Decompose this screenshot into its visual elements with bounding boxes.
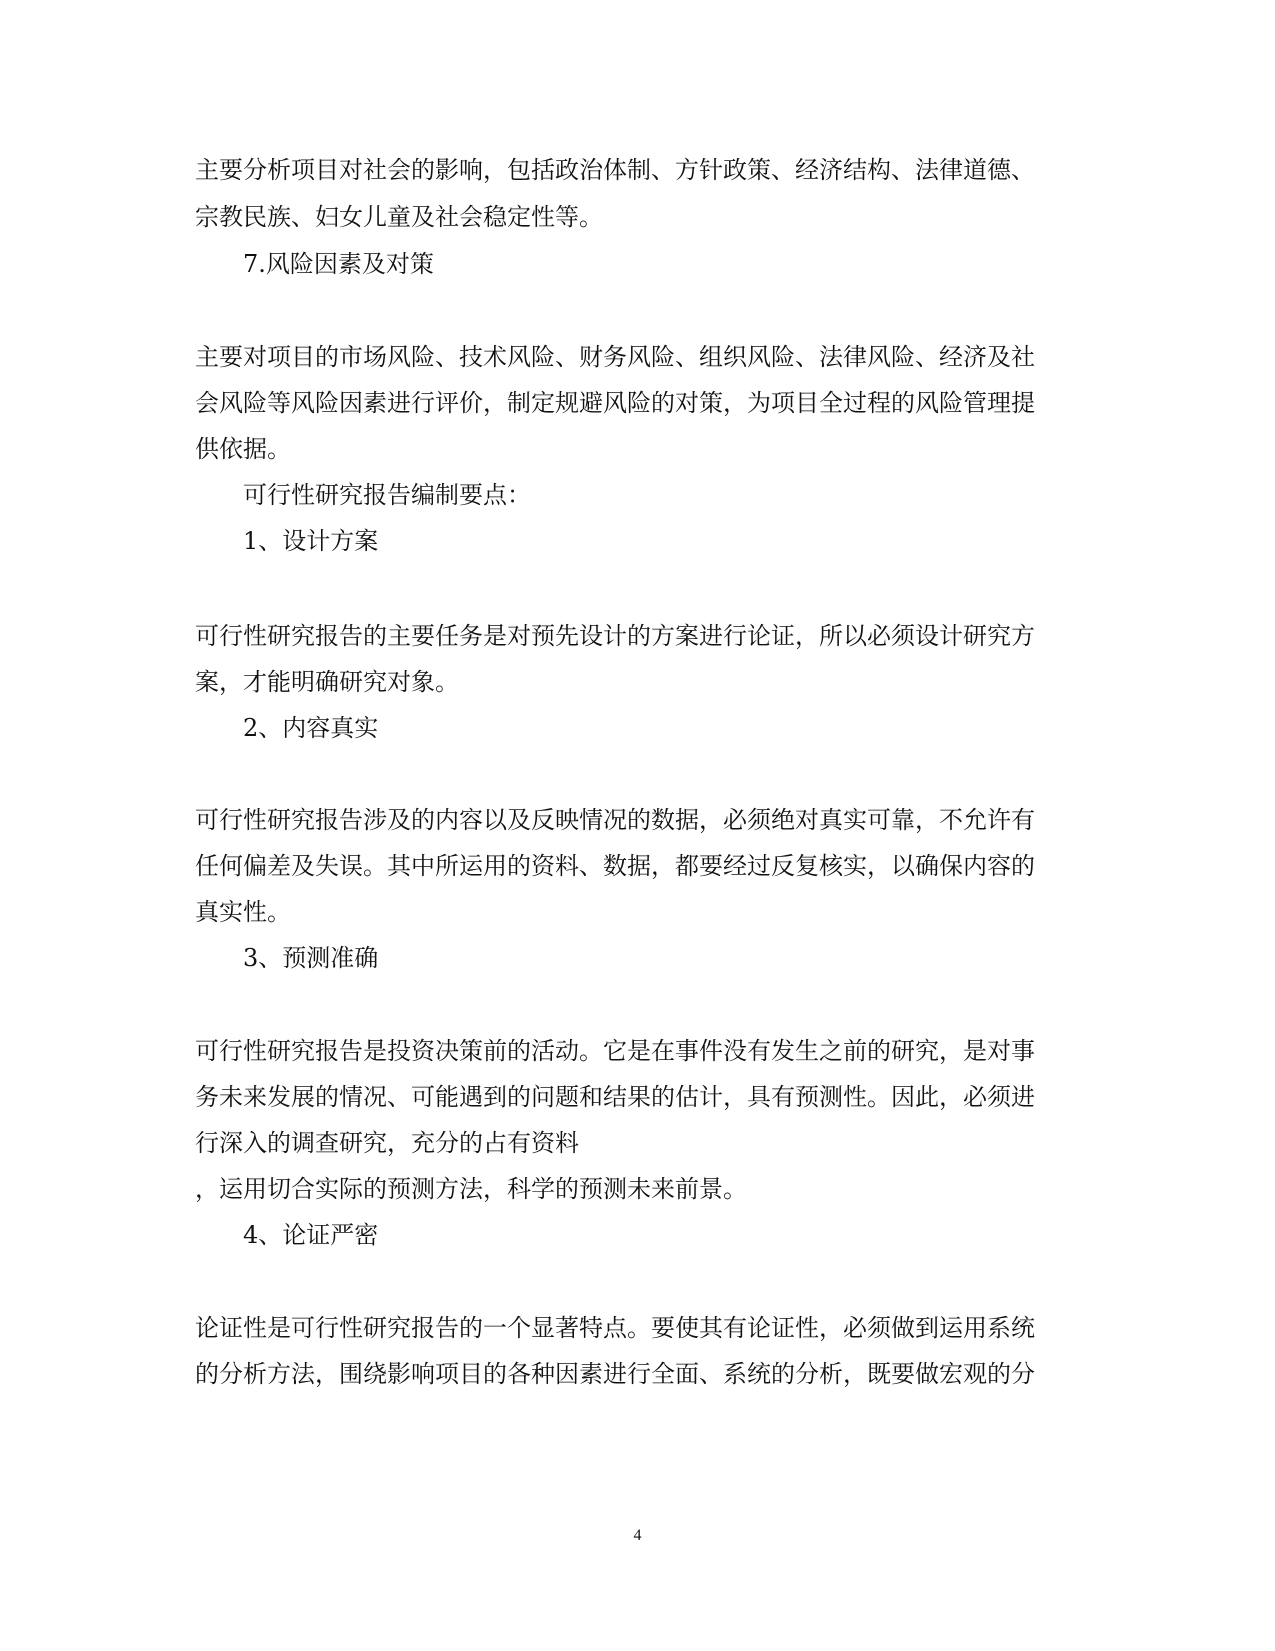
page-number: 4 [633, 1527, 642, 1544]
paragraph-line: 会风险等风险因素进行评价，制定规避风险的对策，为项目全过程的风险管理提 [195, 389, 1035, 417]
section-heading: 3、预测准确 [243, 944, 379, 972]
paragraph-line: 可行性研究报告的主要任务是对预先设计的方案进行论证，所以必须设计研究方 [195, 622, 1035, 650]
section-heading: 可行性研究报告编制要点： [243, 481, 531, 509]
paragraph-line: 论证性是可行性研究报告的一个显著特点。要使其有论证性，必须做到运用系统 [195, 1314, 1035, 1342]
paragraph-line: 宗教民族、妇女儿童及社会稳定性等。 [195, 203, 603, 231]
paragraph-line: 真实性。 [195, 898, 291, 926]
paragraph-line: ，运用切合实际的预测方法，科学的预测未来前景。 [195, 1175, 747, 1203]
paragraph-line: 案，才能明确研究对象。 [195, 668, 459, 696]
paragraph-line: 主要对项目的市场风险、技术风险、财务风险、组织风险、法律风险、经济及社 [195, 343, 1035, 371]
paragraph-line: 的分析方法，围绕影响项目的各种因素进行全面、系统的分析，既要做宏观的分 [195, 1360, 1035, 1388]
section-heading: 2、内容真实 [243, 714, 379, 742]
paragraph-line: 务未来发展的情况、可能遇到的问题和结果的估计，具有预测性。因此，必须进 [195, 1083, 1035, 1111]
paragraph-line: 主要分析项目对社会的影响，包括政治体制、方针政策、经济结构、法律道德、 [195, 156, 1035, 184]
paragraph-line: 供依据。 [195, 435, 291, 463]
section-heading: 1、设计方案 [243, 527, 379, 555]
paragraph-line: 可行性研究报告涉及的内容以及反映情况的数据，必须绝对真实可靠，不允许有 [195, 806, 1035, 834]
paragraph-line: 可行性研究报告是投资决策前的活动。它是在事件没有发生之前的研究，是对事 [195, 1037, 1035, 1065]
section-heading: 7.风险因素及对策 [243, 250, 434, 278]
paragraph-line: 任何偏差及失误。其中所运用的资料、数据，都要经过反复核实，以确保内容的 [195, 852, 1035, 880]
paragraph-line: 行深入的调查研究，充分的占有资料 [195, 1129, 579, 1157]
section-heading: 4、论证严密 [243, 1221, 379, 1249]
